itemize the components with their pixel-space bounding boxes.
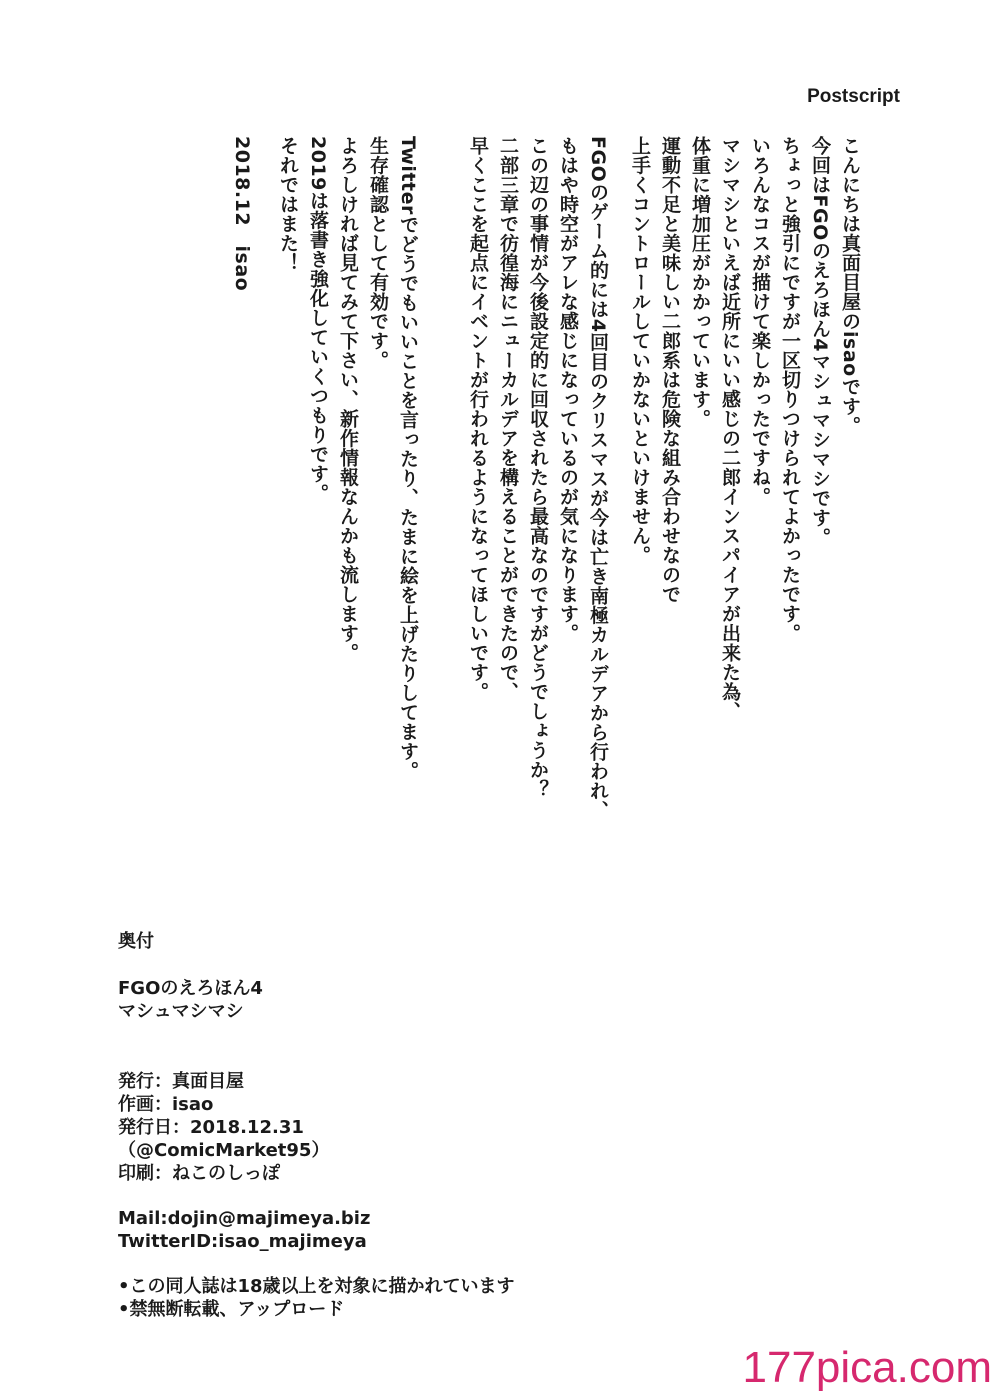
postscript-line-15: 生存確認として有効です。 [367, 136, 389, 370]
postscript-line-3: ちょっと強引にですが一区切りつけられてよかったです。 [779, 136, 801, 643]
postscript-signature: 2018.12 isao [231, 136, 253, 292]
colophon-title: 奥付 [118, 931, 154, 952]
colophon-twitter: TwitterID:isao_majimeya [118, 1231, 367, 1252]
postscript-line-17: 2019は落書き強化していくつもりです。 [307, 136, 329, 503]
postscript-line-12: 二部三章で彷徨海にニューカルデアを構えることができたので、 [497, 136, 519, 702]
colophon-note-age: •この同人誌は18歳以上を対象に描かれています [118, 1276, 515, 1297]
postscript-line-8: 上手くコントロールしていかないといけません。 [629, 136, 651, 565]
colophon-author: 作画：isao [118, 1094, 214, 1115]
postscript-line-13: 早くここを起点にイベントが行われるようになってほしいです。 [467, 136, 489, 702]
colophon-printer: 印刷：ねこのしっぽ [118, 1163, 280, 1184]
postscript-line-5: マシマシといえば近所にいい感じの二郎インスパイアが出来た為、 [719, 136, 741, 721]
colophon-date: 発行日：2018.12.31 [118, 1117, 304, 1138]
colophon-note-copy: •禁無断転載、アップロード [118, 1299, 345, 1320]
postscript-line-11: この辺の事情が今後設定的に回収されたら最高なのですがどうでしょうか？ [527, 136, 549, 799]
postscript-line-7: 運動不足と美味しい二郎系は危険な組み合わせなので [659, 136, 681, 604]
postscript-line-4: いろんなコスが描けて楽しかったですね。 [749, 136, 771, 507]
postscript-line-14: Twitterでどうでもいいことを言ったり、たまに絵を上げたりしてます。 [397, 136, 419, 781]
postscript-line-9: FGOのゲーム的には4回目のクリスマスが今は亡き南極カルデアから行われ、 [587, 136, 609, 820]
colophon-event: （@ComicMarket95） [118, 1140, 330, 1161]
colophon-book-title: FGOのえろほん4 [118, 978, 263, 999]
postscript-line-1: こんにちは真面目屋のisaoです。 [839, 136, 861, 436]
colophon-mail: Mail:dojin@majimeya.biz [118, 1208, 371, 1229]
postscript-line-6: 体重に増加圧がかかっています。 [689, 136, 711, 429]
colophon-publisher: 発行：真面目屋 [118, 1071, 244, 1092]
postscript-line-16: よろしければ見てみて下さい、新作情報なんかも流します。 [337, 136, 359, 663]
postscript-heading: Postscript [807, 86, 900, 107]
postscript-line-2: 今回はFGOのえろほん4マシュマシマシです。 [809, 136, 831, 547]
postscript-line-10: もはや時空がアレな感じになっているのが気になります。 [557, 136, 579, 643]
watermark-text: 177pica.com [742, 1343, 992, 1392]
postscript-line-18: それではまた！ [277, 136, 299, 273]
colophon-book-subtitle: マシュマシマシ [118, 1001, 244, 1022]
